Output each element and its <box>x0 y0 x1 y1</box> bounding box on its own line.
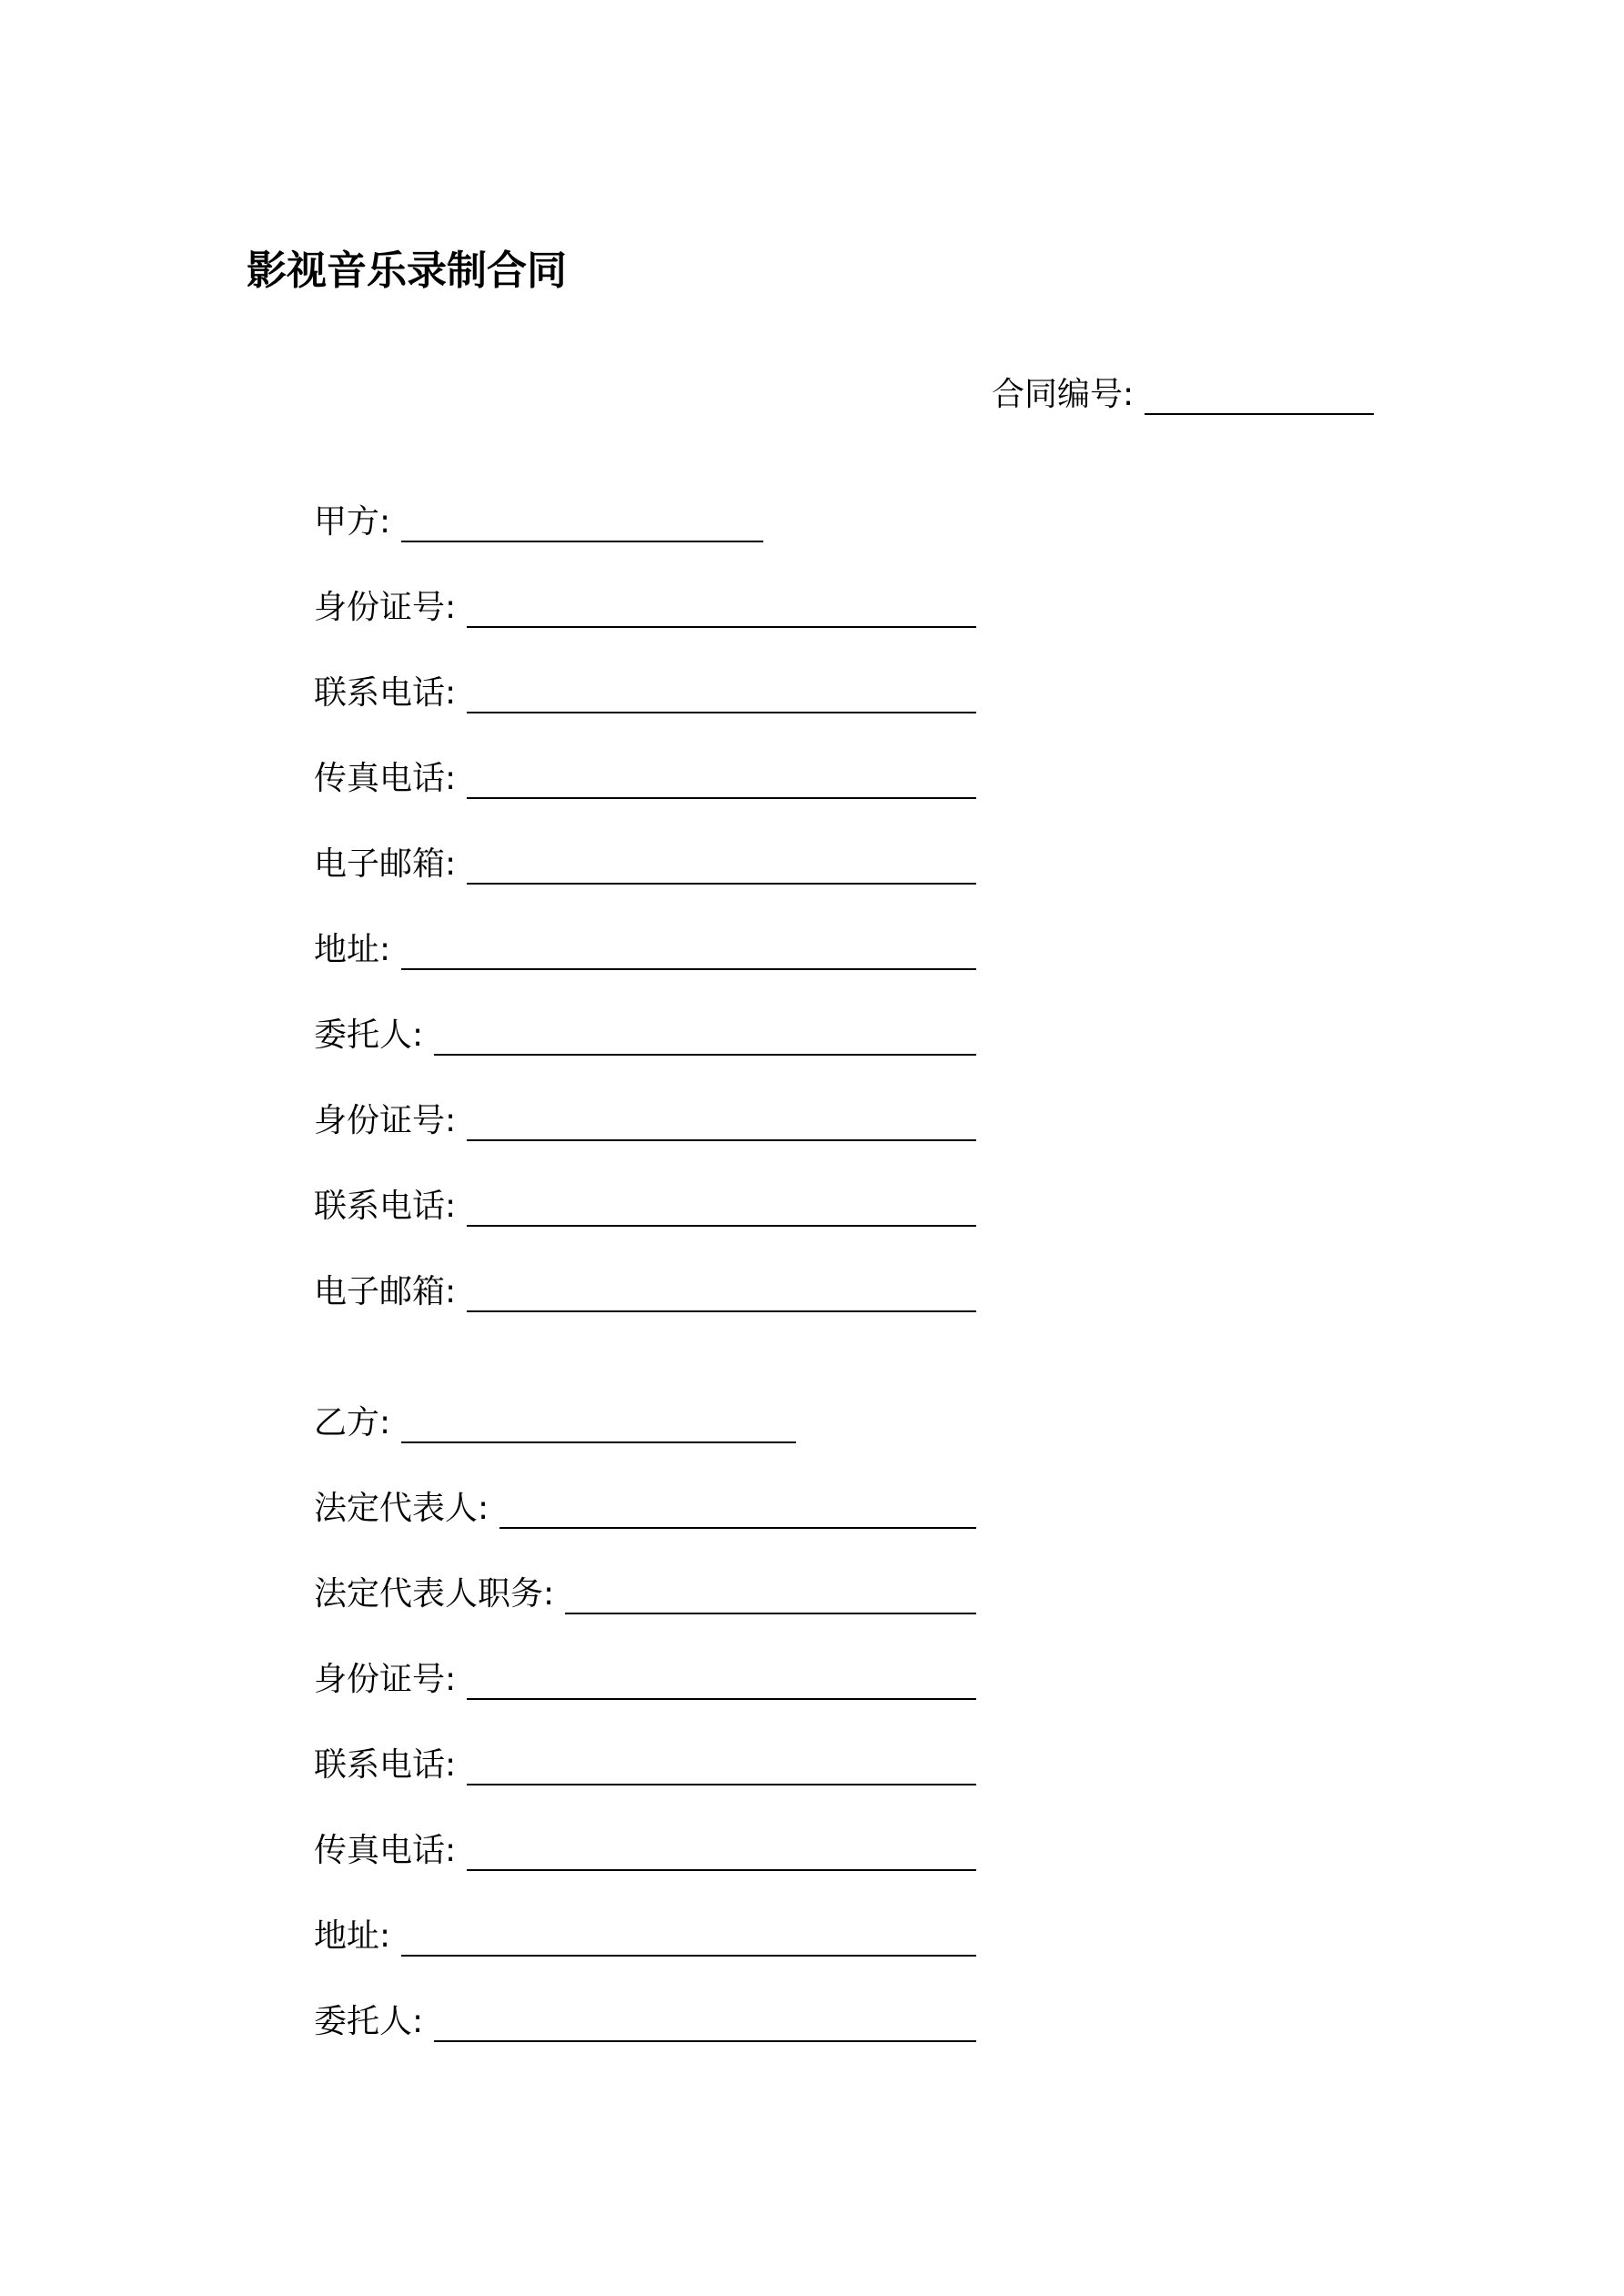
fill-in-blank[interactable] <box>467 761 976 799</box>
fill-in-blank[interactable] <box>467 590 976 628</box>
field-label: 电子邮箱: <box>314 1273 457 1310</box>
party-a-id-number-field <box>314 577 976 632</box>
field-label: 身份证号: <box>314 1102 457 1139</box>
fill-in-blank[interactable] <box>401 932 976 970</box>
field-label: 身份证号: <box>314 589 457 626</box>
field-label: 电子邮箱: <box>314 845 457 883</box>
party-a-agent-email-field <box>314 1261 976 1316</box>
party-b-phone-field <box>314 1735 976 1789</box>
field-label: 地址: <box>314 931 391 968</box>
fill-in-blank[interactable] <box>467 1833 976 1871</box>
party-b-address-field <box>314 1906 976 1960</box>
field-label: 地址: <box>314 1917 391 1955</box>
party-a-email-field <box>314 834 976 888</box>
party-b-name-field <box>314 1392 796 1447</box>
party-b-legal-rep-title-field <box>314 1563 976 1618</box>
field-label: 传真电话: <box>314 760 457 797</box>
fill-in-blank[interactable] <box>467 675 976 713</box>
fill-in-blank[interactable] <box>401 504 763 542</box>
fill-in-blank[interactable] <box>467 846 976 885</box>
fill-in-blank[interactable] <box>565 1576 976 1614</box>
field-label: 法定代表人: <box>314 1490 489 1527</box>
party-b-fax-field <box>314 1820 976 1875</box>
field-label: 乙方: <box>314 1404 391 1441</box>
contract-number-blank[interactable] <box>1145 377 1374 415</box>
contract-number-label: 合同编号: <box>992 376 1135 413</box>
fill-in-blank[interactable] <box>467 1103 976 1141</box>
fill-in-blank[interactable] <box>499 1491 976 1529</box>
fill-in-blank[interactable] <box>467 1747 976 1785</box>
field-label: 委托人: <box>314 2003 424 2040</box>
document-title: 影视音乐录制合同 <box>247 248 567 294</box>
fill-in-blank[interactable] <box>434 1017 976 1056</box>
fill-in-blank[interactable] <box>467 1274 976 1312</box>
field-label: 联系电话: <box>314 1188 457 1225</box>
field-label: 法定代表人职务: <box>314 1575 555 1613</box>
field-label: 身份证号: <box>314 1661 457 1698</box>
fill-in-blank[interactable] <box>434 2004 976 2042</box>
party-a-address-field <box>314 919 976 974</box>
party-a-name-field <box>314 491 763 546</box>
party-b-legal-rep-field <box>314 1478 976 1532</box>
party-a-agent-field <box>314 1005 976 1059</box>
party-a-phone-field <box>314 663 976 717</box>
field-label: 联系电话: <box>314 1746 457 1784</box>
fill-in-blank[interactable] <box>401 1405 796 1443</box>
fill-in-blank[interactable] <box>467 1662 976 1700</box>
party-a-agent-id-number-field <box>314 1090 976 1145</box>
fill-in-blank[interactable] <box>401 1918 976 1957</box>
field-label: 委托人: <box>314 1017 424 1054</box>
field-label: 甲方: <box>314 503 391 541</box>
field-label: 联系电话: <box>314 674 457 712</box>
contract-number-field <box>992 364 1374 419</box>
fill-in-blank[interactable] <box>467 1188 976 1227</box>
party-a-fax-field <box>314 748 976 803</box>
field-label: 传真电话: <box>314 1832 457 1869</box>
party-a-agent-phone-field <box>314 1176 976 1230</box>
party-b-id-number-field <box>314 1649 976 1704</box>
party-b-agent-field <box>314 1991 976 2046</box>
